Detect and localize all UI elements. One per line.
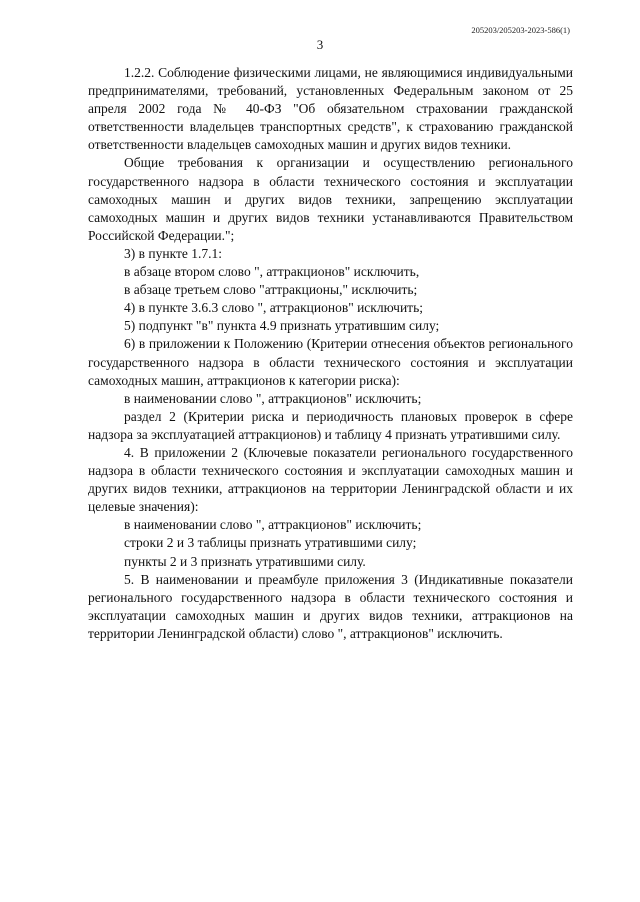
paragraph-item-3: 3) в пункте 1.7.1: xyxy=(124,245,222,261)
paragraph-item-4: 4) в пункте 3.6.3 слово ", аттракционов" исключить; xyxy=(124,300,423,316)
paragraph-item-3-sub-1: в абзаце втором слово ", аттракционов" исключить, xyxy=(124,264,420,280)
paragraph-item-5: 5) подпункт "в" пункта 4.9 признать утратившим силу; xyxy=(124,318,440,334)
paragraph-general-requirements: Общие требования к организации и осуществлению регионального государственного надзора в области технического состояния и эксплуатации самоходных машин и других видов техники, запрещению эксплуатации самоходных машин и других видов техники устанавливаются Правительством Российской Федерации."; xyxy=(88,155,573,243)
page-number: 3 xyxy=(316,37,324,52)
paragraph-item-3-sub-2: в абзаце третьем слово "аттракционы," исключить; xyxy=(124,282,418,298)
paragraph-item-6: 6) в приложении к Положению (Критерии отнесения объектов регионального государственного надзора в области технического состояния и эксплуатации самоходных машин, аттракционов к категории риска): xyxy=(88,336,573,388)
document-body xyxy=(88,64,573,643)
paragraph-section-4: 4. В приложении 2 (Ключевые показатели регионального государственного надзора в области технического состояния и эксплуатации самоходных машин и других видов техники, аттракционов на территории Ленинградской области и их целевые значения): xyxy=(88,444,573,515)
paragraph-item-6-sub-2: раздел 2 (Критерии риска и периодичность плановых проверок в сфере надзора за эксплуатацией аттракционов) и таблицу 4 признать утратившими силу. xyxy=(88,408,573,442)
paragraph-section-4-sub-1: в наименовании слово ", аттракционов" исключить; xyxy=(124,517,422,533)
paragraph-item-6-sub-1: в наименовании слово ", аттракционов" исключить; xyxy=(124,390,422,406)
paragraph-section-4-sub-2: строки 2 и 3 таблицы признать утратившими силу; xyxy=(124,535,417,551)
document-id: 205203/205203-2023-586(1) xyxy=(471,25,570,35)
paragraph-section-5: 5. В наименовании и преамбуле приложения 3 (Индикативные показатели регионального государственного надзора в области технического состояния и эксплуатации самоходных машин и других видов техники, аттракционов на территории Ленинградской области) слово ", аттракционов" исключить. xyxy=(88,571,573,641)
paragraph-section-4-sub-3: пункты 2 и 3 признать утратившими силу. xyxy=(124,553,366,569)
paragraph-1-2-2: 1.2.2. Соблюдение физическими лицами, не являющимися индивидуальными предпринимателями, требований, установленных Федеральным законом от 25 апреля 2002 года № 40-ФЗ "Об обязательном страховании гражданской ответственности владельцев транспортных средств", к страхованию гражданской ответственности владельцев самоходных машин и других видов техники. xyxy=(88,65,573,153)
